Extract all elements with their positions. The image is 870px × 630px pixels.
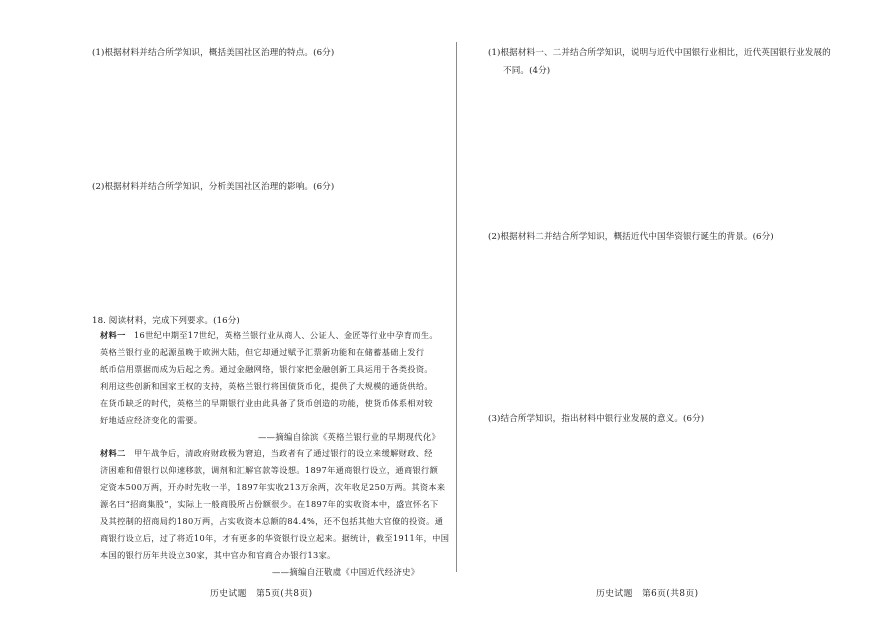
material-2-label: 材料二	[100, 448, 126, 458]
material-1-line: 16世纪中期至17世纪，英格兰银行业从商人、公证人、金匠等行业中孕育而生。	[134, 330, 438, 340]
q17-subquestion-1: (1)根据材料并结合所学知识，概括美国社区治理的特点。(6分)	[92, 48, 335, 58]
material-1-line: 英格兰银行业的起源虽晚于欧洲大陆，但它却通过赋予汇票新功能和在储蓄基础上发行	[100, 347, 425, 357]
material-1-line: 好地适应经济变化的需要。	[100, 415, 203, 425]
q18-subquestion-1-cont: 不同。(4分)	[503, 66, 551, 76]
q17-subquestion-2: (2)根据材料并结合所学知识，分析美国社区治理的影响。(6分)	[92, 182, 335, 192]
material-2-line: 定资本500万两，开办时先收一半，1897年实收213万余两，次年收足250万两。其资本来	[100, 482, 446, 492]
page-divider	[456, 42, 457, 572]
q18-subquestion-2: (2)根据材料二并结合所学知识，概括近代中国华资银行诞生的背景。(6分)	[488, 232, 774, 242]
material-2-line: 商银行设立后，过了将近10年，才有更多的华资银行设立起来。据统计，截至1911年，中国	[100, 533, 450, 543]
material-1-source: ——摘编自徐滨《英格兰银行业的早期现代化》	[258, 432, 441, 442]
q18-subquestion-3: (3)结合所学知识，指出材料中银行业发展的意义。(6分)	[488, 414, 705, 424]
material-1-label: 材料一	[100, 330, 126, 340]
material-2-line: 济困难和借银行以仰速移款，调剂和汇解官款等设想。1897年通商银行设立，通商银行额	[100, 465, 439, 475]
material-2-line: 源名曰“招商集股”，实际上一般商股所占份额很少。在1897年的实收资本中，盛宣怀名下	[100, 499, 439, 509]
material-2-line: 本国的银行历年共设立30家，其中官办和官商合办银行13家。	[100, 550, 336, 560]
material-2-source: ——摘编自汪敬虞《中国近代经济史》	[272, 567, 420, 577]
q18-subquestion-1: (1)根据材料一、二并结合所学知识，说明与近代中国银行业相比，近代英国银行业发展的	[488, 48, 831, 58]
material-1-line: 纸币信用票据而成为后起之秀。通过金融网络，银行家把金融创新工具运用于各类投资。	[100, 364, 433, 374]
material-2-line: 及其控制的招商局约180万两，占实收资本总额的84.4%，还不包括其他大官僚的投资。通	[100, 516, 444, 526]
material-2-line: 甲午战争后，清政府财政极为窘迫，当政者有了通过银行的设立来缓解财政、经	[134, 448, 433, 458]
q18-title: 18. 阅读材料，完成下列要求。(16分)	[92, 316, 240, 326]
material-1-line: 在货币缺乏的时代，英格兰的早期银行业由此具备了货币创造的功能，使货币体系相对较	[100, 398, 433, 408]
material-1-line: 利用这些创新和国家王权的支持，英格兰银行将国债货币化，提供了大规模的通货供给。	[100, 381, 433, 391]
page-footer-right: 历史试题 第6页(共8页)	[596, 589, 699, 599]
page-footer-left: 历史试题 第5页(共8页)	[210, 589, 313, 599]
